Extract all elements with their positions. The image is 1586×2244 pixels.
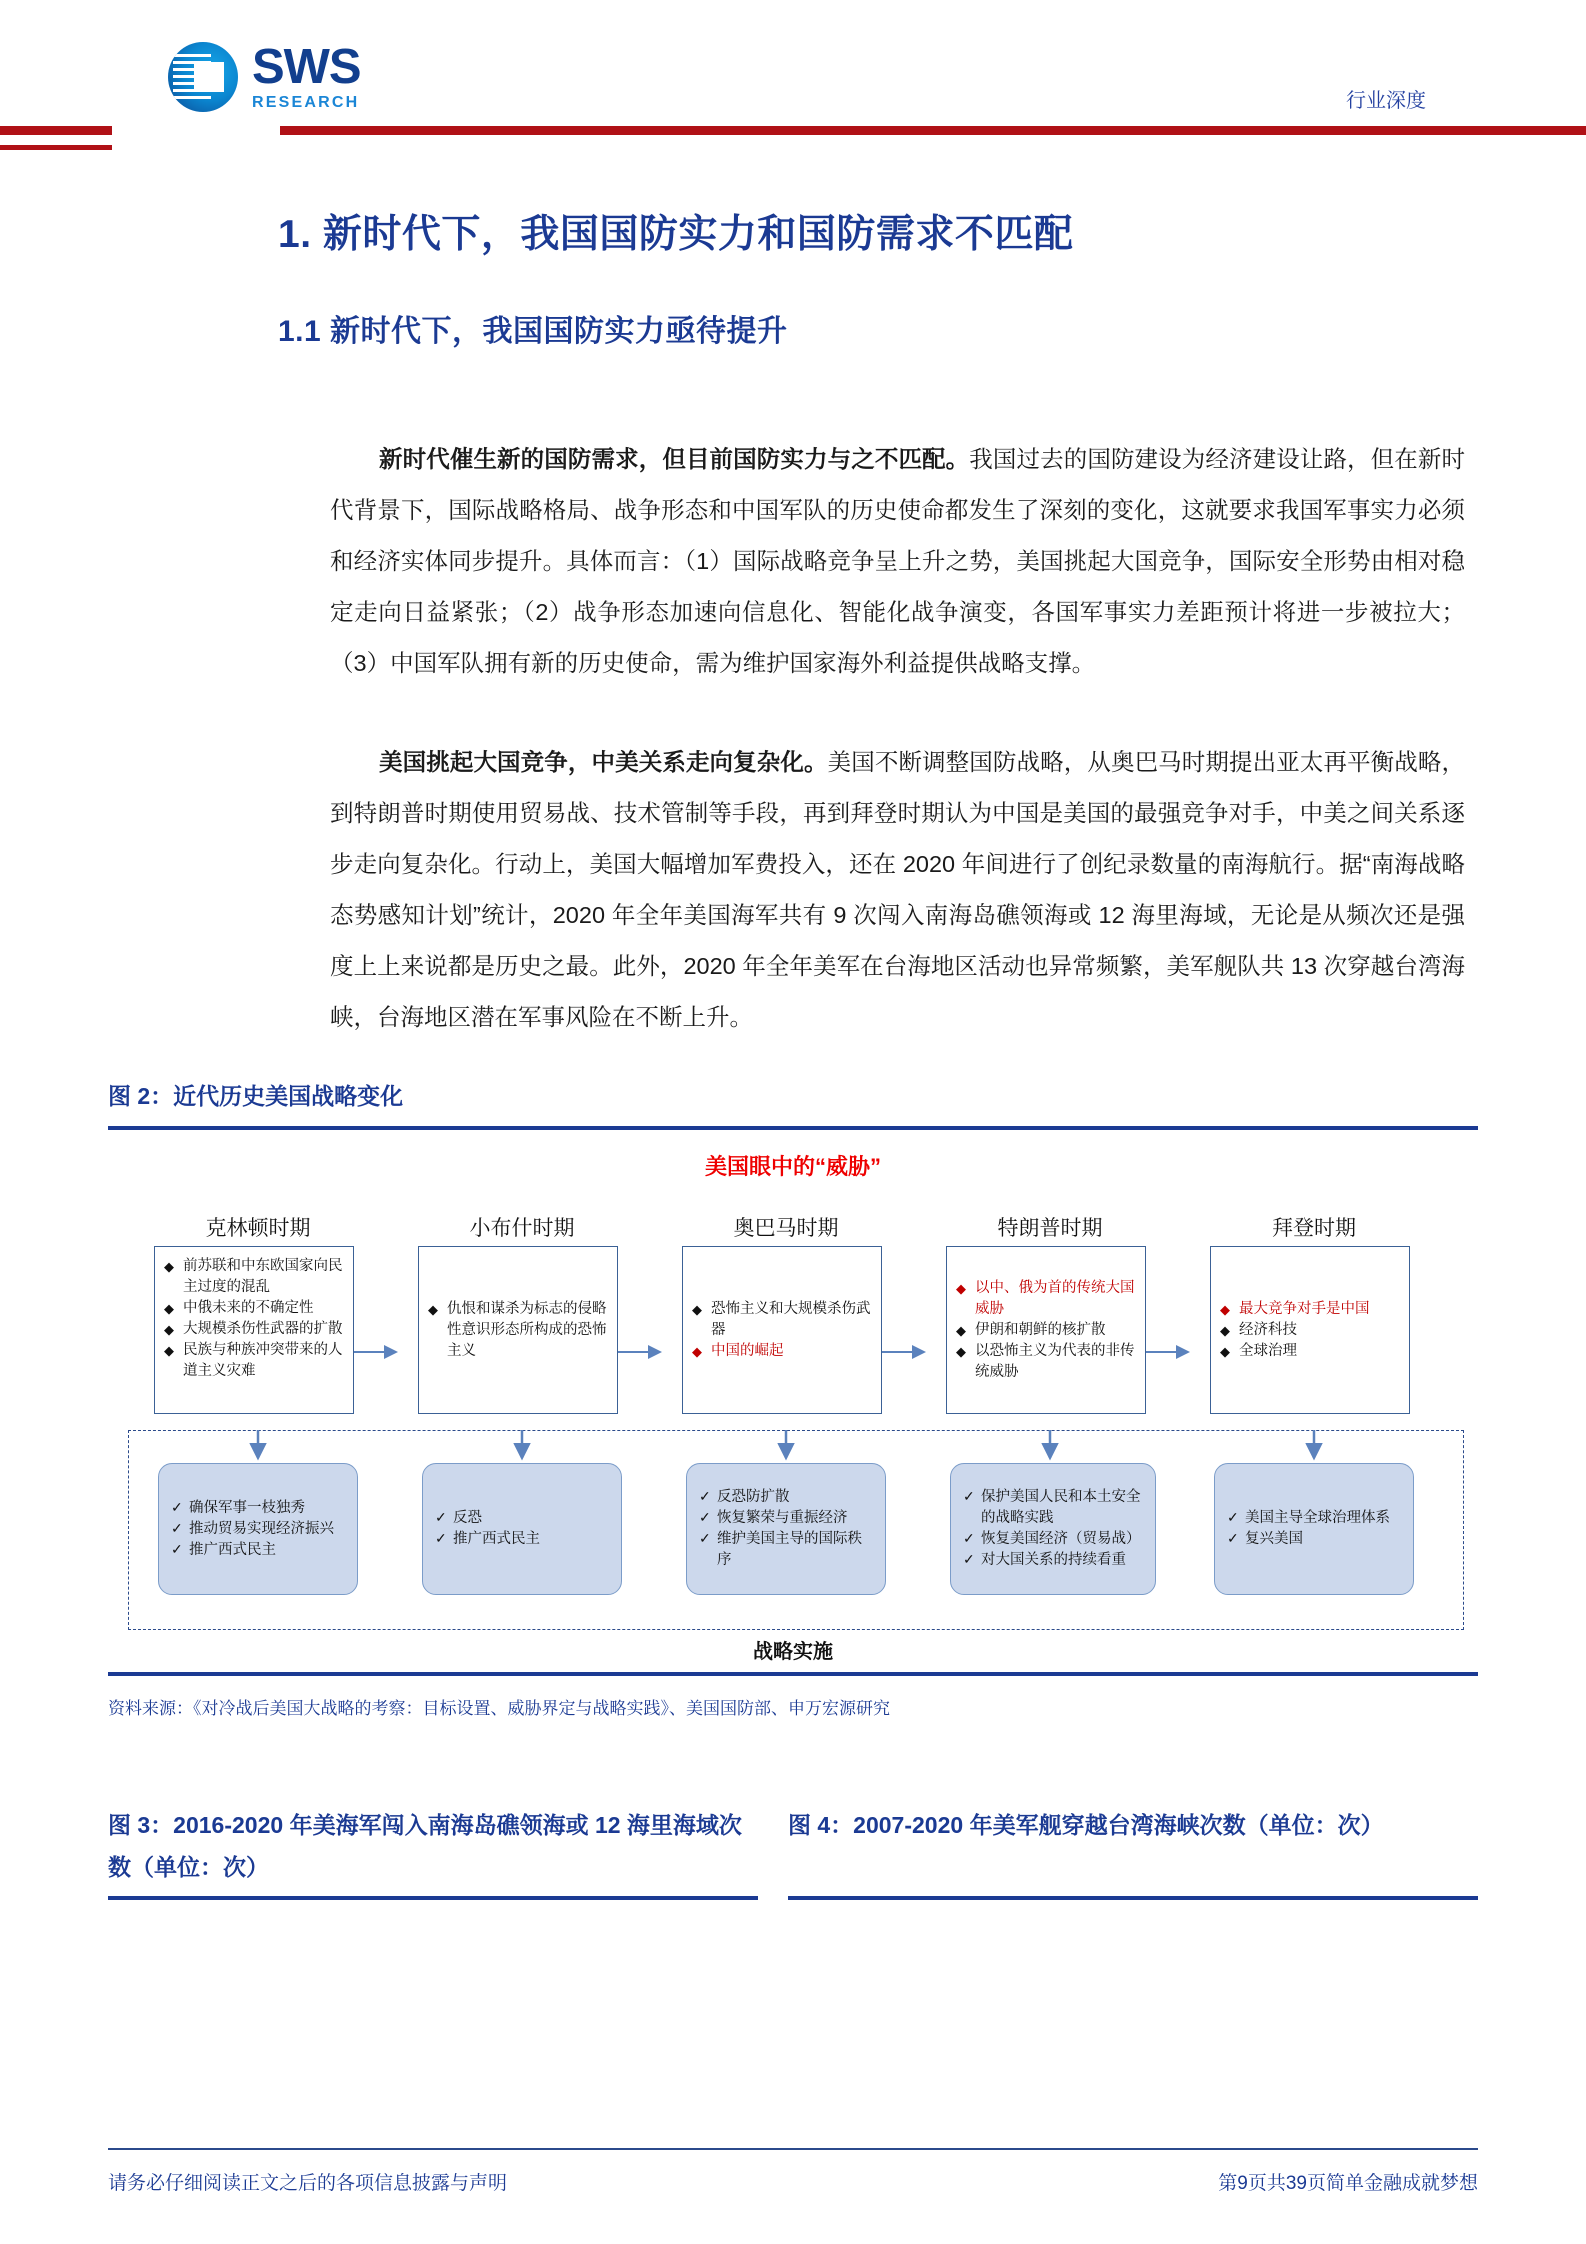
paragraph-2-lead: 美国挑起大国竞争，中美关系走向复杂化。 (379, 748, 828, 775)
threat-list-4 (1219, 1299, 1370, 1362)
threat-card-3 (946, 1246, 1146, 1414)
threat-item: ◆ 伊朗和朝鲜的核扩散 (955, 1320, 1137, 1341)
strategy-card-3 (950, 1463, 1156, 1595)
sws-logo-icon (168, 42, 238, 112)
threat-item: ◆ 全球治理 (1219, 1341, 1370, 1362)
strategy-item: ✓ 推广西式民主 (169, 1540, 334, 1561)
strategy-card-2 (686, 1463, 886, 1595)
strategy-list-3 (961, 1487, 1145, 1571)
logo-square (194, 62, 224, 92)
header-rule-right-thick (280, 126, 1586, 135)
period-label-4: 拜登时期 (1272, 1216, 1356, 1240)
strategy-item: ✓ 反恐 (433, 1508, 540, 1529)
figure3-caption: 图 3：2016-2020 年美海军闯入南海岛礁领海或 12 海里海域次数（单位：次） (108, 1812, 742, 1880)
threat-item: ◆ 大规模杀伤性武器的扩散 (163, 1319, 345, 1340)
strategy-card-0 (158, 1463, 358, 1595)
threat-card-2 (682, 1246, 882, 1414)
strategy-item: ✓ 恢复繁荣与重振经济 (697, 1508, 875, 1529)
figure2-bottom-rule (108, 1672, 1478, 1676)
strategy-item: ✓ 反恐防扩散 (697, 1487, 875, 1508)
header-category-label: 行业深度 (1346, 90, 1426, 112)
threat-item: ◆ 民族与种族冲突带来的人道主义灾难 (163, 1340, 345, 1382)
page-header (0, 0, 1586, 150)
footer-disclaimer: 请务必仔细阅读正文之后的各项信息披露与声明 (108, 2173, 508, 2194)
strategy-item: ✓ 保护美国人民和本土安全的战略实践 (961, 1487, 1145, 1529)
header-rule-left-thick (0, 126, 112, 135)
threat-list-3 (955, 1278, 1137, 1383)
sws-logo (168, 42, 361, 112)
threat-list-2 (691, 1299, 873, 1362)
threat-list-1 (427, 1299, 609, 1362)
period-label-0: 克林顿时期 (205, 1216, 311, 1240)
strategy-list-1 (433, 1508, 540, 1550)
paragraph-1-body: 我国过去的国防建设为经济建设让路，但在新时代背景下，国际战略格局、战争形态和中国军队的历史使命都发生了深刻的变化，这就要求我国军事实力必须和经济实体同步提升。具体而言：（1）国际战略竞争呈上升之势，美国挑起大国竞争，国际安全形势由相对稳定走向日益紧张；（2）战争形态加速向信息化、智能化战争演变，各国军事实力差距预计将进一步被拉大；（3）中国军队拥有新的历史使命，需为维护国家海外利益提供战略支撑。 (330, 445, 1466, 676)
threat-item: ◆ 恐怖主义和大规模杀伤武器 (691, 1299, 873, 1341)
logo-main-text: SWS (252, 40, 361, 94)
section-title: 1. 新时代下，我国国防实力和国防需求不匹配 (278, 213, 1074, 256)
threat-item: ◆ 中国的崛起 (691, 1341, 873, 1362)
threat-item: ◆ 仇恨和谋杀为标志的侵略性意识形态所构成的恐怖主义 (427, 1299, 609, 1362)
strategy-card-4 (1214, 1463, 1414, 1595)
threat-card-1 (418, 1246, 618, 1414)
footer-page-info: 第9页共39页简单金融成就梦想 (1218, 2173, 1478, 2194)
strategy-list-4 (1225, 1508, 1390, 1550)
figure4-caption: 图 4：2007-2020 年美军舰穿越台湾海峡次数（单位：次） (788, 1812, 1384, 1838)
header-rule-left-thin (0, 145, 112, 150)
figure4-rule (788, 1896, 1478, 1900)
logo-wordmark (252, 40, 361, 111)
period-label-2: 奥巴马时期 (733, 1216, 839, 1240)
figure2-caption: 图 2：近代历史美国战略变化 (108, 1083, 404, 1109)
strategy-item: ✓ 推动贸易实现经济振兴 (169, 1519, 334, 1540)
section-subtitle: 1.1 新时代下，我国国防实力亟待提升 (278, 315, 788, 348)
threat-card-4 (1210, 1246, 1410, 1414)
strategy-item: ✓ 确保军事一枝独秀 (169, 1498, 334, 1519)
strategy-item: ✓ 美国主导全球治理体系 (1225, 1508, 1390, 1529)
threat-item: ◆ 前苏联和中东欧国家向民主过度的混乱 (163, 1256, 345, 1298)
logo-sub-text: RESEARCH (252, 94, 360, 111)
strategy-item: ✓ 恢复美国经济（贸易战） (961, 1529, 1145, 1550)
paragraph-2-body: 美国不断调整国防战略，从奥巴马时期提出亚太再平衡战略，到特朗普时期使用贸易战、技术管制等手段，再到拜登时期认为中国是美国的最强竞争对手，中美之间关系逐步走向复杂化。行动上，美国大幅增加军费投入，还在 2020 年间进行了创纪录数量的南海航行。据“南海战略态势感知计划”统计，2020 年全年美国海军共有 9 次闯入南海岛礁领海或 12 海里海域，无论是从频次还是强度上上来说都是历史之最。此外，2020 年全年美军在台海地区活动也异常频繁，美军舰队共 13 次穿越台湾海峡，台海地区潜在军事风险在不断上升。 (330, 748, 1466, 1030)
paragraph-1 (330, 434, 1465, 689)
strategy-item: ✓ 对大国关系的持续看重 (961, 1550, 1145, 1571)
threat-item: ◆ 最大竞争对手是中国 (1219, 1299, 1370, 1320)
strategy-item: ✓ 维护美国主导的国际秩序 (697, 1529, 875, 1571)
strategy-list-0 (169, 1498, 334, 1561)
strategy-item: ✓ 复兴美国 (1225, 1529, 1390, 1550)
threat-card-0 (154, 1246, 354, 1414)
figure2-threat-title: 美国眼中的“威胁” (704, 1154, 881, 1179)
period-label-1: 小布什时期 (469, 1216, 575, 1240)
threat-item: ◆ 中俄未来的不确定性 (163, 1298, 345, 1319)
implementation-label: 战略实施 (753, 1641, 833, 1663)
threat-item: ◆ 经济科技 (1219, 1320, 1370, 1341)
strategy-card-1 (422, 1463, 622, 1595)
threat-item: ◆ 以中、俄为首的传统大国威胁 (955, 1278, 1137, 1320)
strategy-list-2 (697, 1487, 875, 1571)
period-label-3: 特朗普时期 (997, 1216, 1103, 1240)
threat-item: ◆ 以恐怖主义为代表的非传统威胁 (955, 1341, 1137, 1383)
figure2-source: 资料来源：《对冷战后美国大战略的考察：目标设置、威胁界定与战略实践》、美国国防部、申万宏源研究 (108, 1699, 890, 1718)
strategy-item: ✓ 推广西式民主 (433, 1529, 540, 1550)
paragraph-1-lead: 新时代催生新的国防需求，但目前国防实力与之不匹配。 (379, 445, 970, 472)
footer-rule (108, 2148, 1478, 2150)
paragraph-2 (330, 737, 1465, 1043)
figure3-rule (108, 1896, 758, 1900)
threat-list-0 (163, 1256, 345, 1382)
figure2-diagram (108, 1130, 1478, 1670)
